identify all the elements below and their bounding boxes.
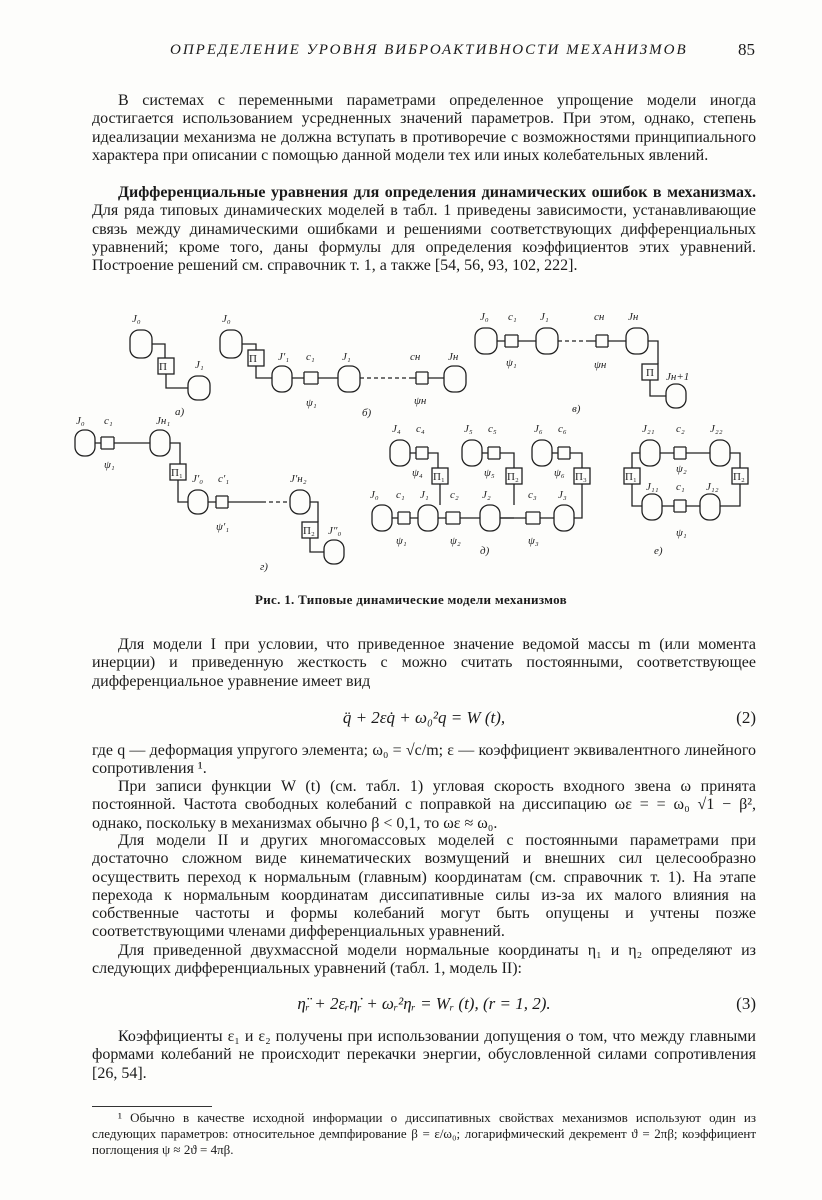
label-cH: cн xyxy=(410,351,421,363)
paragraph-5: При записи функции W (t) (см. табл. 1) угловая скорость входного звена ω принята постоянной. Частота свободных колебаний с поправкой на диссипацию ωε = = ω₀ √1 − β², однако, поскольку в механизмах обычно β < 0,1, то ωε ≈ ω₀. xyxy=(92,778,756,832)
label-J12: J₁₂ xyxy=(706,481,719,493)
label-psi2: ψ₂ xyxy=(450,535,461,547)
label-J11: J₁₁ xyxy=(646,481,659,493)
mass-disk xyxy=(710,440,730,466)
label-P1: П₁ xyxy=(433,471,445,483)
mass-disk xyxy=(700,494,720,520)
label-J1: J₁ xyxy=(540,311,549,323)
label-c3: c₃ xyxy=(528,489,537,501)
label-P2: П₂ xyxy=(507,471,519,483)
section-paragraph xyxy=(92,184,756,275)
label-J1p: J′₁ xyxy=(278,351,290,363)
label-JH: Jн xyxy=(628,311,639,323)
figure-dynamic-models xyxy=(70,300,760,585)
label-c1: c₁ xyxy=(508,311,517,323)
label-psi6: ψ₆ xyxy=(554,467,565,479)
label-J0p: J′₀ xyxy=(192,473,204,485)
mass-disk xyxy=(372,505,392,531)
label-c1: c₁ xyxy=(396,489,405,501)
label-J6: J₆ xyxy=(534,423,543,435)
label-P2: П₂ xyxy=(733,471,745,483)
mass-disk xyxy=(536,328,558,354)
mass-disk xyxy=(642,494,662,520)
paragraph-3: Для модели I при условии, что приведенное значение ведомой массы m (или момента инерции) и приведенную жесткость c можно считать постоянными, соответствующее дифференциальное уравнение имеет вид xyxy=(92,636,756,690)
label-P: П xyxy=(159,361,167,373)
equation-2 xyxy=(92,708,756,730)
label-J1: J₁ xyxy=(342,351,351,363)
label-J2: J₂ xyxy=(482,489,491,501)
label-psi1: ψ₁ xyxy=(306,397,317,409)
mass-disk xyxy=(188,376,210,400)
equation-2-number: (2) xyxy=(736,708,756,727)
mass-disk xyxy=(418,505,438,531)
label-psi5: ψ₅ xyxy=(484,467,495,479)
label-P: П xyxy=(249,353,257,365)
label-J22: J₂₂ xyxy=(710,423,723,435)
label-psi1: ψ₁ xyxy=(676,527,687,539)
mass-disk xyxy=(290,490,310,514)
label-J4: J₄ xyxy=(392,423,401,435)
label-c6: c₆ xyxy=(558,423,567,435)
mass-disk xyxy=(220,330,242,358)
label-JH1: Jн+1 xyxy=(666,371,690,383)
paragraph-8: Коэффициенты ε₁ и ε₂ получены при использовании допущения о том, что между главными формами колебаний не происходит перекачки энергии, обусловленной силами сопротивления [26, 54]. xyxy=(92,1028,756,1082)
label-P3: П₃ xyxy=(575,471,587,483)
label-P: П xyxy=(646,367,654,379)
page-number: 85 xyxy=(738,40,755,59)
label-c2: c₂ xyxy=(676,423,685,435)
label-psi1: ψ₁ xyxy=(506,357,517,369)
mass-disk xyxy=(554,505,574,531)
label-JH2: J′н₂ xyxy=(290,473,307,485)
label-J0: J₀ xyxy=(370,489,379,501)
mass-disk xyxy=(626,328,648,354)
equation-3 xyxy=(92,994,756,1016)
label-psi4: ψ₄ xyxy=(412,467,423,479)
mass-disk xyxy=(480,505,500,531)
label-J3: J₃ xyxy=(558,489,567,501)
label-J21: J₂₁ xyxy=(642,423,655,435)
mass-disk xyxy=(640,440,660,466)
mass-disk xyxy=(75,430,95,456)
label-J0: J₀ xyxy=(76,415,85,427)
label-c5: c₅ xyxy=(488,423,497,435)
mass-disk xyxy=(475,328,497,354)
label-P2: П₂ xyxy=(303,525,315,537)
label-JH: Jн xyxy=(448,351,459,363)
label-cH: cн xyxy=(594,311,605,323)
mass-disk xyxy=(272,366,292,392)
label-c1: c₁ xyxy=(104,415,113,427)
label-psi3: ψ₃ xyxy=(528,535,539,547)
running-title: ОПРЕДЕЛЕНИЕ УРОВНЯ ВИБРОАКТИВНОСТИ МЕХАНИЗМОВ xyxy=(170,42,688,58)
label-v: в) xyxy=(572,403,581,415)
label-J1: J₁ xyxy=(420,489,429,501)
paragraph-7: Для приведенной двухмассной модели нормальные координаты η₁ и η₂ определяют из следующих дифференциальных уравнений (табл. 1, модель II): xyxy=(92,942,756,978)
mass-disk xyxy=(532,440,552,466)
mass-disk xyxy=(462,440,482,466)
section-text: Для ряда типовых динамических моделей в табл. 1 приведены зависимости, устанавливающие связь между динамическими ошибками и решениями соответствующих дифференциальных уравнений; кроме того, даны формулы для определения коэффициентов этих уравнений. Построение решений см. справочник т. 1, а также [54, 56, 93, 102, 222]. xyxy=(92,202,756,275)
label-J0pp: J″₀ xyxy=(328,525,342,537)
label-J1: J₁ xyxy=(195,359,204,371)
label-psi2: ψ₂ xyxy=(676,463,687,475)
label-J0: J₀ xyxy=(222,313,231,325)
footnote: ¹ Обычно в качестве исходной информации о диссипативных свойствах механизмов используют один из следующих параметров: относительное демпфирование β = ε/ω₀; логарифмический декремент ϑ = 2πβ; коэффициент поглощения ψ ≈ 2ϑ = 4πβ. xyxy=(92,1110,756,1157)
equation-3-number: (3) xyxy=(736,994,756,1013)
mass-disk xyxy=(444,366,466,392)
label-JH1b: Jн₁ xyxy=(156,415,171,427)
figure-caption: Рис. 1. Типовые динамические модели механизмов xyxy=(255,592,567,607)
label-a: а) xyxy=(175,406,185,418)
mass-disk xyxy=(150,430,170,456)
mass-disk xyxy=(338,366,360,392)
mass-disk xyxy=(188,490,208,514)
mass-disk xyxy=(666,384,686,408)
equation-3-formula: η̈ᵣ + 2εᵣη̇ᵣ + ωᵣ²ηᵣ = Wᵣ (t), (r = 1, 2). xyxy=(297,994,551,1013)
label-psiH: ψн xyxy=(414,395,427,407)
label-c1: c₁ xyxy=(676,481,685,493)
mass-disk xyxy=(130,330,152,358)
label-J0: J₀ xyxy=(480,311,489,323)
section-heading: Дифференциальные уравнения для определения динамических ошибок в механизмах. xyxy=(118,184,756,201)
label-J5: J₅ xyxy=(464,423,473,435)
label-b: б) xyxy=(362,407,372,419)
label-psiH: ψн xyxy=(594,359,607,371)
label-psi1: ψ₁ xyxy=(396,535,407,547)
label-c1p: c′₁ xyxy=(218,473,230,485)
mass-disk xyxy=(390,440,410,466)
label-e: е) xyxy=(654,545,663,557)
paragraph-4: где q — деформация упругого элемента; ω₀ = √c/m; ε — коэффициент эквивалентного линейного сопротивления ¹. xyxy=(92,742,756,778)
label-c1: c₁ xyxy=(306,351,315,363)
label-c2: c₂ xyxy=(450,489,459,501)
paragraph-6: Для модели II и других многомассовых моделей с постоянными параметрами при достаточно сложном виде кинематических возмущений и внешних сил целесообразно осуществить переход к нормальным (главным) координатам (см. справочник т. 1). На этапе перехода к нормальным координатам диссипативные силы из-за их малого влияния на собственные частоты и формы колебаний могут быть опущены и учтены позже соответствующими членами дифференциальных уравнений. xyxy=(92,832,756,941)
equation-2-formula: q̈ + 2εq̇ + ω₀²q = W (t), xyxy=(342,708,506,727)
mass-disk xyxy=(324,540,344,564)
label-P1: П₁ xyxy=(625,471,637,483)
label-psi1p: ψ′₁ xyxy=(216,521,230,533)
label-g: г) xyxy=(260,561,268,573)
label-c4: c₄ xyxy=(416,423,425,435)
label-psi1: ψ₁ xyxy=(104,459,115,471)
label-J0: J₀ xyxy=(132,313,141,325)
label-d: д) xyxy=(480,545,490,557)
paragraph-1: В системах с переменными параметрами определенное упрощение модели иногда достигается использованием усредненных значений параметров. При этом, однако, степень идеализации механизма не должна вступать в противоречие с возможностями принципиального характера при описании с помощью данной модели тех или иных колебательных явлений. xyxy=(92,92,756,164)
footnote-rule xyxy=(92,1106,212,1107)
label-P1: П₁ xyxy=(171,467,183,479)
